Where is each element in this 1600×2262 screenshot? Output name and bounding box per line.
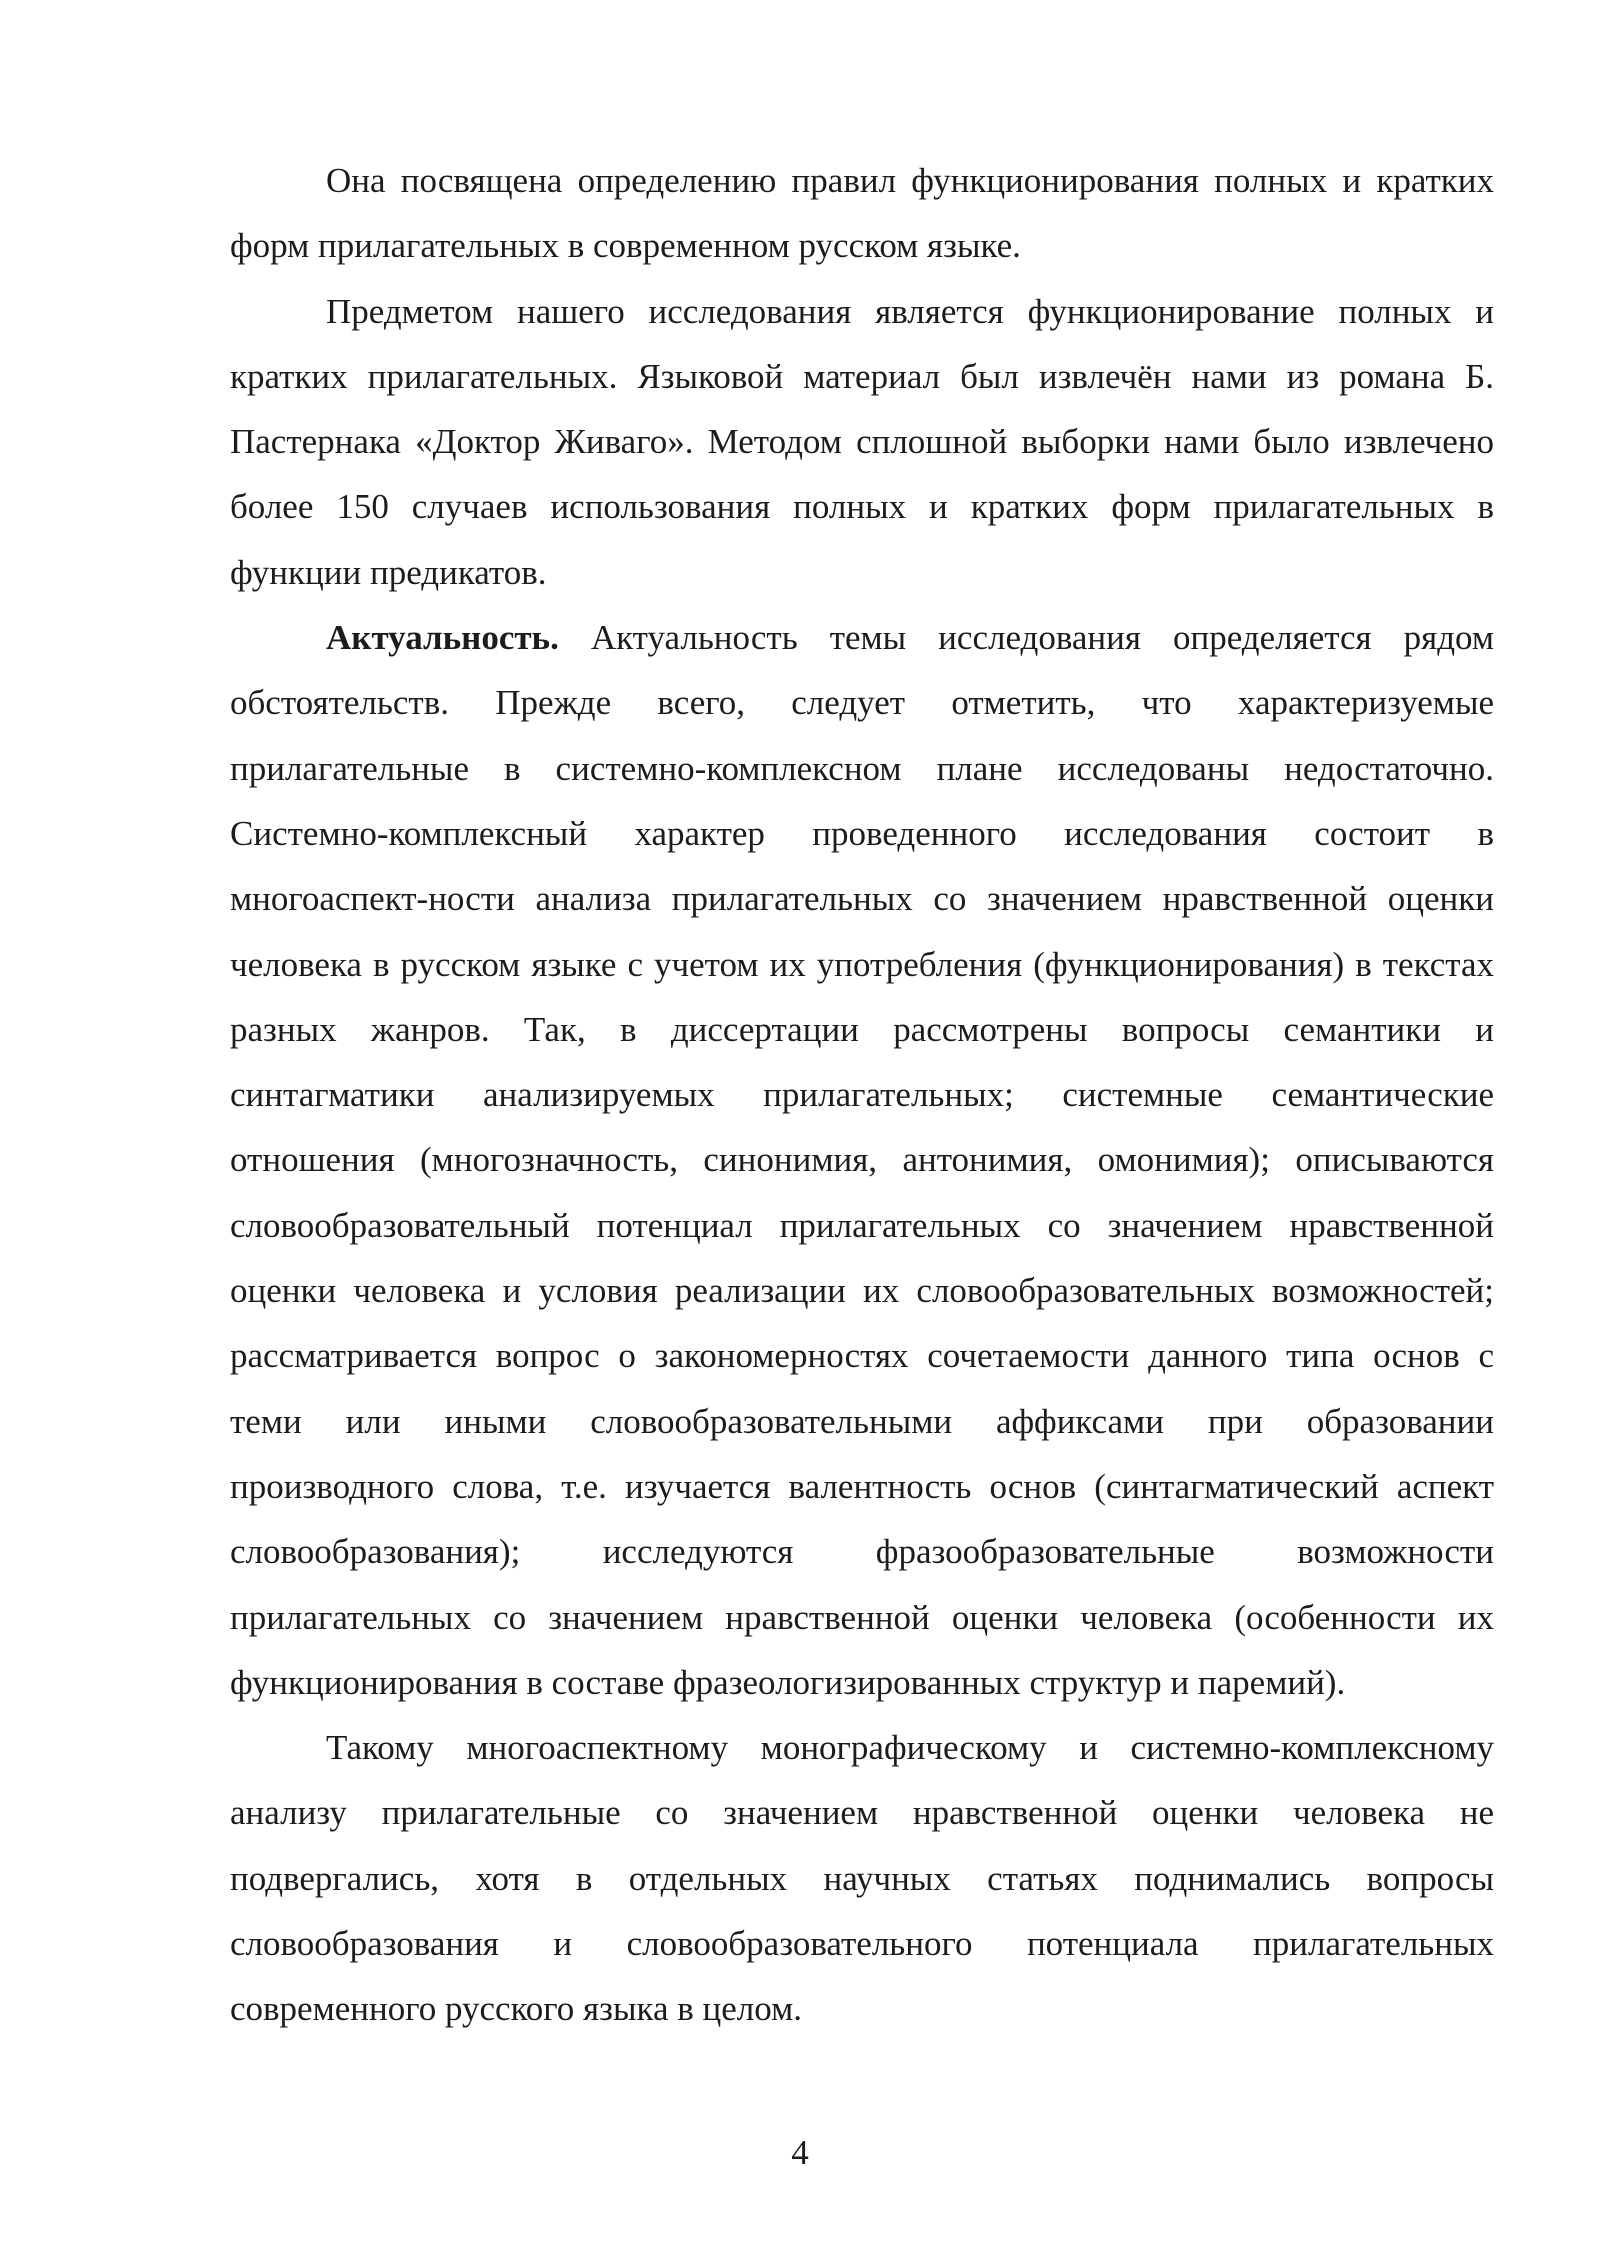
paragraph-text: Предметом нашего исследования является функционирование полных и кратких прилагательных. Языковой материал был извлечён нами из романа Б. Пастернака «Доктор Живаго». Методом сплошной выборки нами было извлечено более 150 случаев использования полных и кратких форм прилагательных в функции предикатов. — [230, 291, 1494, 592]
paragraph-text: Актуальность темы исследования определяется рядом обстоятельств. Прежде всего, следует отметить, что характеризуемые прилагательные в системно-комплексном плане исследованы недостаточно. Системно-комплексный характер проведенного исследования состоит в многоаспект-ности анализа прилагательных со значением нравственной оценки человека в русском языке с учетом их употребления (функционирования) в текстах разных жанров. Так, в диссертации рассмотрены вопросы семантики и синтагматики анализируемых прилагательных; системные семантические отношения (многозначность, синонимия, антонимия, омонимия); описываются словообразовательный потенциал прилагательных со значением нравственной оценки человека и условия реализации их словообразовательных возможностей; рассматривается вопрос о закономерностях сочетаемости данного типа основ с теми или иными словообразовательными аффиксами при образовании производного слова, т.е. изучается валентность основ (синтагматический аспект словообразования); исследуются фразообразовательные возможности прилагательных со значением нравственной оценки человека (особенности их функционирования в составе фразеологизированных структур и паремий). — [230, 618, 1494, 1702]
body-text — [230, 148, 1494, 2042]
paragraph-novelty — [230, 1715, 1494, 2041]
paragraph-text: Такому многоаспектному монографическому и системно-комплексному анализу прилагательные со значением нравственной оценки человека не подвергались, хотя в отдельных научных статьях поднимались вопросы словообразования и словообразовательного потенциала прилагательных современного русского языка в целом. — [230, 1728, 1494, 2029]
paragraph-text: Она посвящена определению правил функционирования полных и кратких форм прилагательных в современном русском языке. — [230, 161, 1494, 266]
page-number: 4 — [791, 2133, 809, 2172]
paragraph-relevance — [230, 605, 1494, 1715]
paragraph-subject — [230, 279, 1494, 605]
paragraph-lead-relevance: Актуальность. — [326, 618, 559, 658]
paragraph-intro — [230, 148, 1494, 279]
